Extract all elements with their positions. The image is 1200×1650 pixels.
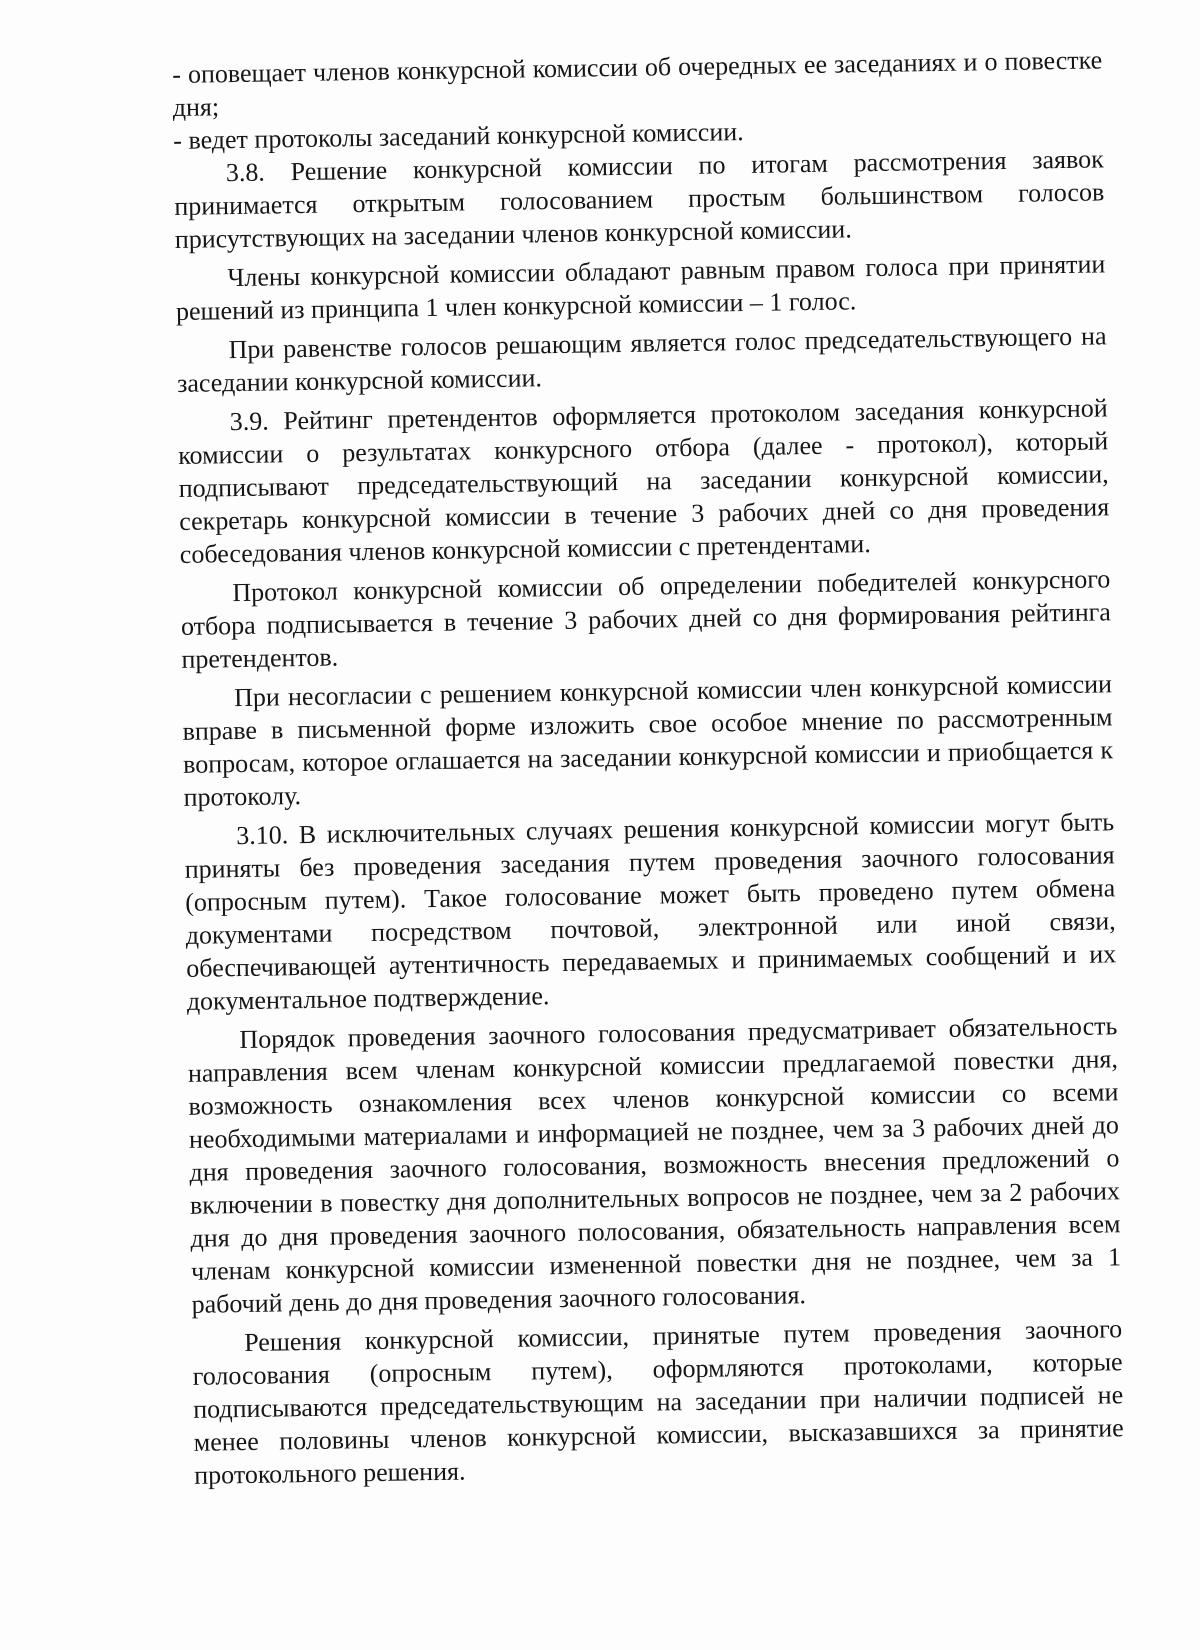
paragraph-absentee-procedure: Порядок проведения заочного голосования предусматривает обязательность направления всем членам конкурсной комиссии предлагаемой повестки дня, возможность ознакомления всех членов конкурсной комиссии со всеми необходимыми материалами и информацией не позднее, чем за 3 рабочих дней до дня проведения заочного голосования, возможность внесения предложений о включении в повестку дня дополнительных вопросов не позднее, чем за 2 рабочих дня до дня проведения заочного полосования, обязательность направления всем членам конкурсной комиссии измененной повестки дня не позднее, чем за 1 рабочий день до дня проведения заочного голосования. <box>187 1011 1122 1319</box>
paragraph-equal-vote: Члены конкурсной комиссии обладают равным правом голоса при принятии решений из принципа 1 член конкурсной комиссии – 1 голос. <box>175 249 1106 326</box>
paragraph-3-10-absentee: 3.10. В исключительных случаях решения конкурсной комиссии могут быть приняты без проведения заседания путем проведения заочного голосования (опросным путем). Такое голосование может быть проведено путем обмена документами посредством почтовой, электронной или иной связи, обеспечивающей аутентичность передаваемых и принимаемых сообщений и их документальное подтверждение. <box>184 807 1117 1016</box>
paragraph-3-9-rating: 3.9. Рейтинг претендентов оформляется протоколом заседания конкурсной комиссии о результатах конкурсного отбора (далее - протокол), который подписывают председательствующий на заседании конкурсной комиссии, секретарь конкурсной комиссии в течение 3 рабочих дней со дня проведения собеседования членов конкурсной комиссии с претендентами. <box>178 393 1110 569</box>
paragraph-absentee-decisions: Решения конкурсной комиссии, принятые путем проведения заочного голосования (опросным путем), оформляются протоколами, которые подписываются председательствующим на заседании при наличии подписей не менее половины членов конкурсной комиссии, высказавшихся за принятие протокольного решения. <box>192 1314 1124 1490</box>
paragraph-tie-vote: При равенстве голосов решающим является голос председательствующего на заседании конкурсной комиссии. <box>176 321 1107 398</box>
paragraph-dissent: При несогласии с решением конкурсной комиссии член конкурсной комиссии вправе в письменной форме изложить свое особое мнение по рассмотренным вопросам, которое оглашается на заседании конкурсной комиссии и приобщается к протоколу. <box>182 669 1114 812</box>
paragraph-notify-members: - оповещает членов конкурсной комиссии об очередных ее заседаниях и о повестке дня; <box>172 45 1103 122</box>
paragraph-winners-protocol: Протокол конкурсной комиссии об определении победителей конкурсного отбора подписывается в течение 3 рабочих дней со дня формирования рейтинга претендентов. <box>180 564 1112 674</box>
document-body <box>172 43 1125 1497</box>
paragraph-keep-minutes: - ведет протоколы заседаний конкурсной комиссии. <box>173 117 744 155</box>
paragraph-3-8-decision: 3.8. Решение конкурсной комиссии по итогам рассмотрения заявок принимается открытым голосованием простым большинством голосов присутствующих на заседании членов конкурсной комиссии. <box>174 144 1105 254</box>
